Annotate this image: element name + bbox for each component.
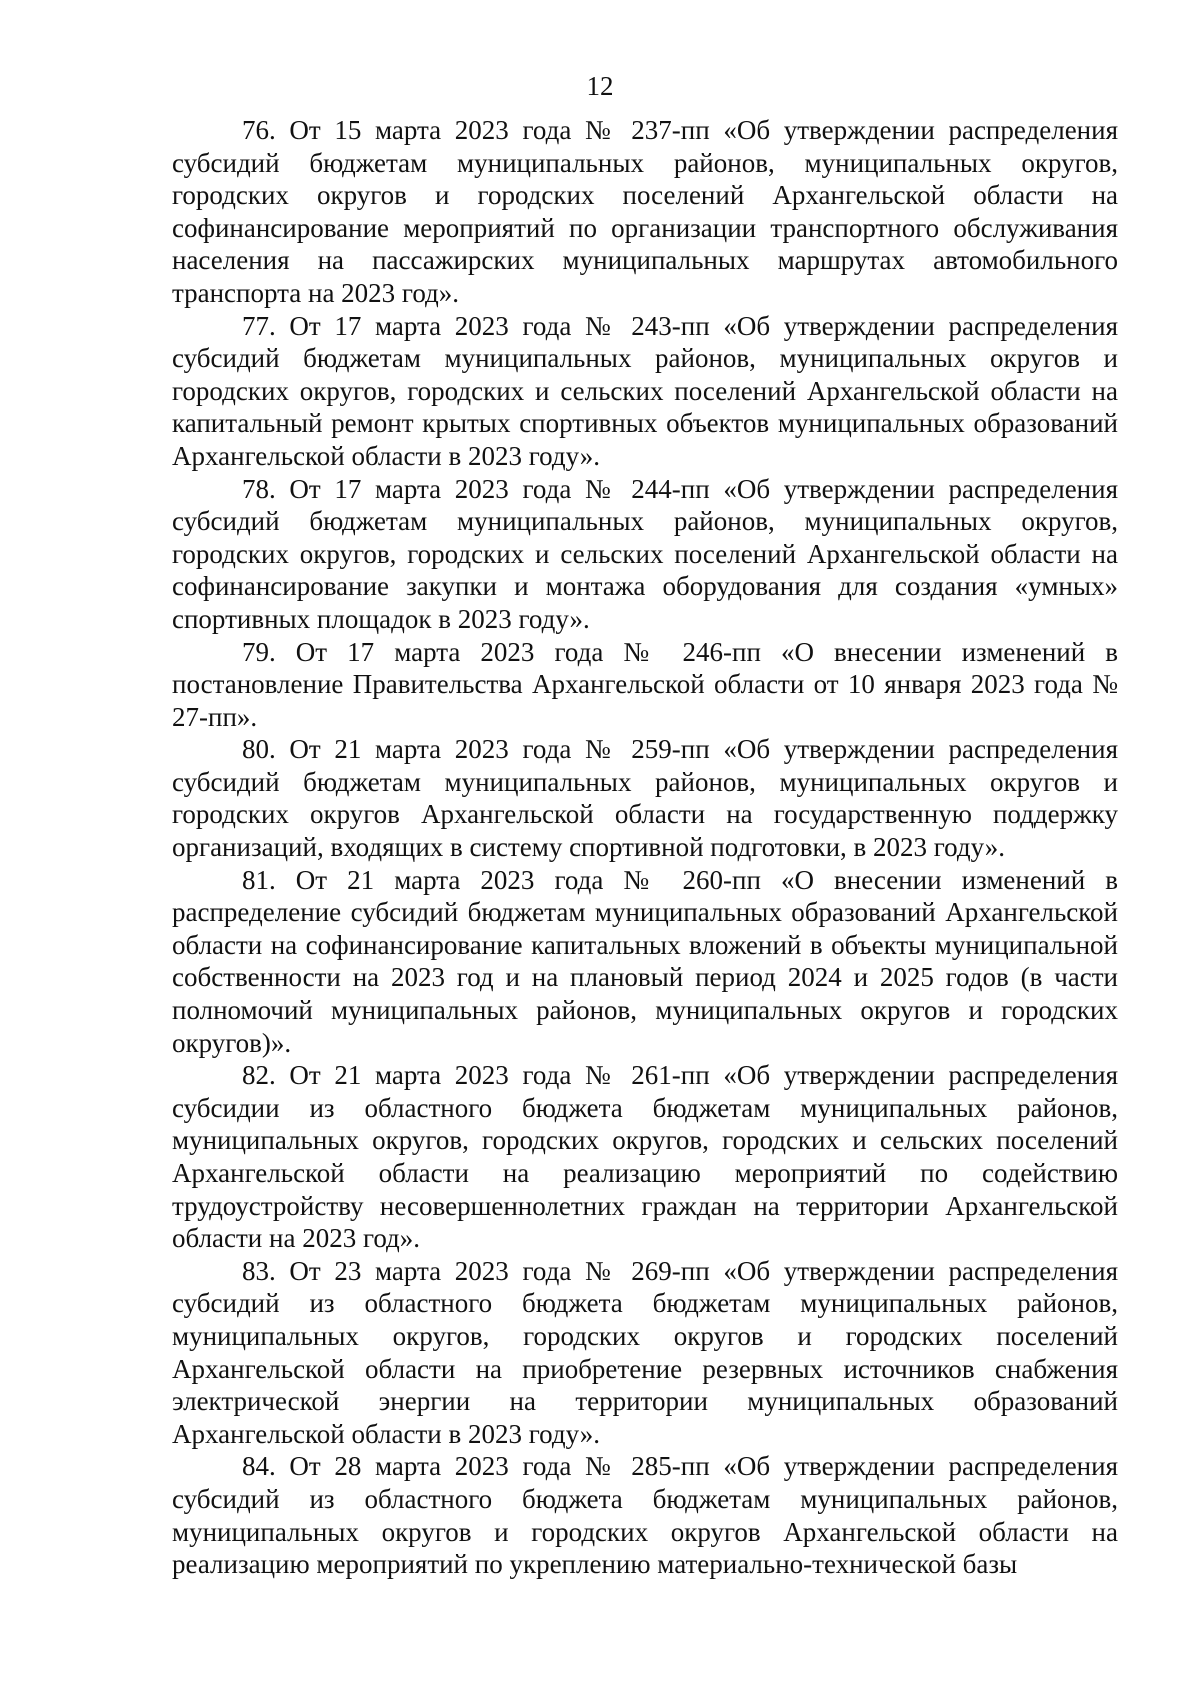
list-item: 80. От 21 марта 2023 года № 259-пп «Об утверждении распределения субсидий бюджетам муниципальных районов, муниципальных округов и городских округов Архангельской области на государственную поддержку организаций, входящих в систему спортивной подготовки, в 2023 году». [172, 734, 1118, 863]
list-item: 81. От 21 марта 2023 года № 260-пп «О внесении изменений в распределение субсидий бюджетам муниципальных образований Архангельской области на софинансирование капитальных вложений в объекты муниципальной собственности на 2023 год и на плановый период 2024 и 2025 годов (в части полномочий муниципальных районов, муниципальных округов и городских округов)». [172, 864, 1118, 1058]
list-item: 77. От 17 марта 2023 года № 243-пп «Об утверждении распределения субсидий бюджетам муниципальных районов, муниципальных округов и городских округов, городских и сельских поселений Архангельской области на капитальный ремонт крытых спортивных объектов муниципальных образований Архангельской области в 2023 году». [172, 310, 1118, 471]
page-number: 12 [586, 71, 614, 101]
list-item: 78. От 17 марта 2023 года № 244-пп «Об утверждении распределения субсидий бюджетам муниципальных районов, муниципальных округов, городских округов, городских и сельских поселений Архангельской области на софинансирование закупки и монтажа оборудования для создания «умных» спортивных площадок в 2023 году». [172, 473, 1118, 634]
document-body [172, 114, 1118, 1581]
list-item: 79. От 17 марта 2023 года № 246-пп «О внесении изменений в постановление Правительства Архангельской области от 10 января 2023 года № 27-пп». [172, 636, 1118, 732]
list-item: 84. От 28 марта 2023 года № 285-пп «Об утверждении распределения субсидий из областного бюджета бюджетам муниципальных районов, муниципальных округов и городских округов Архангельской области на реализацию мероприятий по укреплению материально-технической базы [172, 1451, 1118, 1580]
list-item: 82. От 21 марта 2023 года № 261-пп «Об утверждении распределения субсидии из областного бюджета бюджетам муниципальных районов, муниципальных округов, городских округов, городских и сельских поселений Архангельской области на реализацию мероприятий по содействию трудоустройству несовершеннолетних граждан на территории Архангельской области на 2023 год». [172, 1060, 1118, 1254]
list-item: 76. От 15 марта 2023 года № 237-пп «Об утверждении распределения субсидий бюджетам муниципальных районов, муниципальных округов, городских округов и городских поселений Архангельской области на софинансирование мероприятий по организации транспортного обслуживания населения на пассажирских муниципальных маршрутах автомобильного транспорта на 2023 год». [172, 115, 1118, 308]
list-item: 83. От 23 марта 2023 года № 269-пп «Об утверждении распределения субсидий из областного бюджета бюджетам муниципальных районов, муниципальных округов, городских округов и городских поселений Архангельской области на приобретение резервных источников снабжения электрической энергии на территории муниципальных образований Архангельской области в 2023 году». [172, 1255, 1118, 1449]
